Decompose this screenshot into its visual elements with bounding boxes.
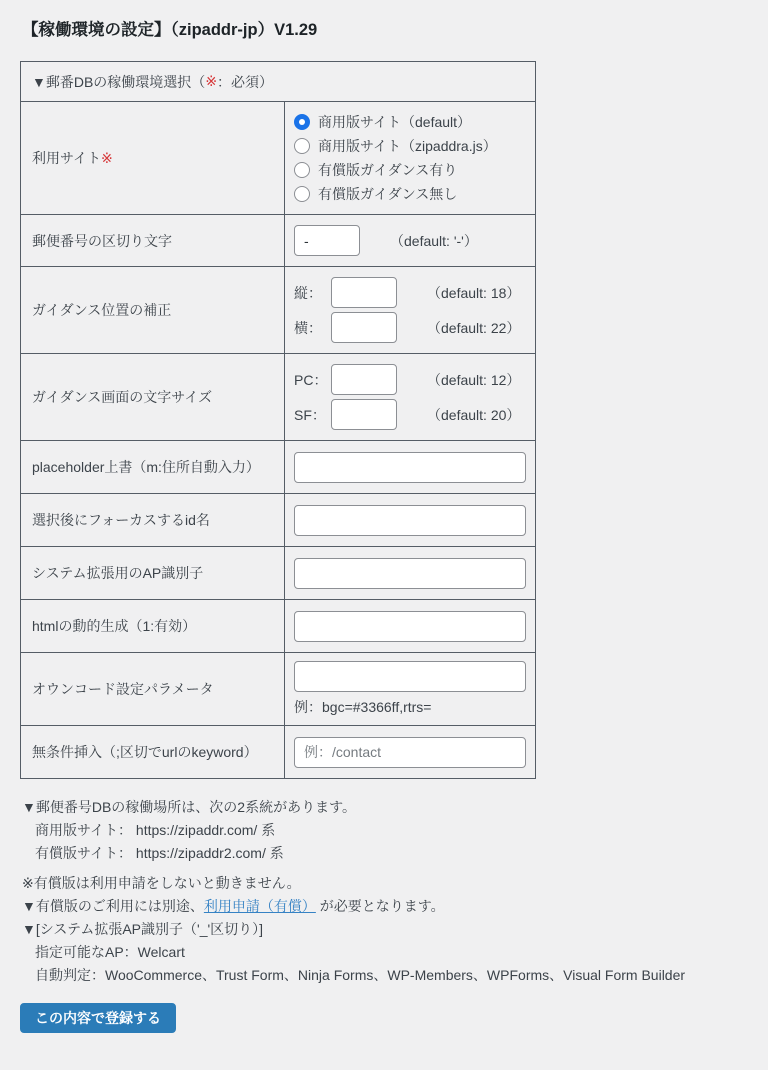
db-location-title: ▼郵便番号DBの稼働場所は、次の2系統があります。 (22, 799, 356, 815)
table-row-focus-id (21, 493, 535, 546)
horizontal-prefix: 横： (294, 319, 322, 336)
horizontal-default-note: （default: 22） (427, 319, 521, 336)
separator-label (21, 215, 285, 266)
paid-link-pre: ▼有償版のご利用には別途、 (22, 898, 204, 914)
separator-default-note: （default: '-'） (390, 232, 478, 249)
unconditional-input[interactable] (294, 737, 526, 768)
table-row-ap-identifier (21, 546, 535, 599)
sf-default-note: （default: 20） (427, 406, 521, 423)
pc-font-size-input[interactable] (331, 364, 397, 395)
html-dynamic-value (285, 600, 535, 652)
radio-button[interactable] (294, 114, 310, 130)
submit-button[interactable]: この内容で登録する (20, 1003, 176, 1033)
own-code-example: 例：bgc=#3366ff,rtrs= (294, 699, 432, 715)
radio-button[interactable] (294, 186, 310, 202)
guidance-font-label (21, 354, 285, 440)
ap-identifier-label-text: システム拡張用のAP識別子 (32, 565, 204, 581)
ap-identifier-value (285, 547, 535, 599)
radio-label: 商用版サイト（zipaddra.js） (318, 138, 497, 154)
radio-label: 商用版サイト（default） (318, 114, 472, 130)
table-row-own-code (21, 652, 535, 725)
radio-label: 有償版ガイダンス無し (318, 186, 458, 202)
guidance-position-value (285, 267, 535, 353)
radio-option-default[interactable] (294, 110, 526, 134)
radio-option-paid-guidance-off[interactable] (294, 182, 526, 206)
radio-button[interactable] (294, 162, 310, 178)
paid-link-post: が必要となります。 (315, 898, 445, 914)
focus-id-value (285, 494, 535, 546)
unconditional-value (285, 726, 535, 778)
pc-default-note: （default: 12） (427, 371, 521, 388)
ap-identifier-label (21, 547, 285, 599)
focus-id-label (21, 494, 285, 546)
separator-label-text: 郵便番号の区切り文字 (32, 232, 172, 249)
own-code-value (285, 653, 535, 725)
html-dynamic-input[interactable] (294, 611, 526, 642)
own-code-label (21, 653, 285, 725)
placeholder-override-value (285, 441, 535, 493)
own-code-label-text: オウンコード設定パラメータ (32, 681, 214, 697)
db-location-commercial: 商用版サイト： https://zipaddr.com/ 系 (35, 822, 276, 838)
pc-prefix: PC： (294, 371, 328, 388)
focus-id-input[interactable] (294, 505, 526, 536)
vertical-offset-input[interactable] (331, 277, 397, 308)
table-row-html-dynamic (21, 599, 535, 652)
table-header-text-after: ：必須） (217, 73, 274, 90)
paid-link-line (22, 895, 768, 918)
ap-specifiable: 指定可能なAP：Welcart (35, 944, 185, 960)
table-row-site (21, 101, 535, 214)
vertical-prefix: 縦： (294, 284, 322, 301)
placeholder-override-label (21, 441, 285, 493)
vertical-default-note: （default: 18） (427, 284, 521, 301)
table-header-text: ▼郵番DBの稼働環境選択（ (32, 73, 206, 90)
table-row-unconditional (21, 725, 535, 778)
ap-identifier-input[interactable] (294, 558, 526, 589)
required-mark: ※ (205, 73, 218, 89)
guidance-font-label-text: ガイダンス画面の文字サイズ (32, 389, 213, 405)
site-label (21, 102, 285, 214)
unconditional-label-text: 無条件挿入（;区切でurlのkeyword） (32, 744, 258, 760)
table-row-guidance-font (21, 353, 535, 440)
paid-warning: ※有償版は利用申請をしないと動きません。 (22, 875, 301, 891)
settings-table (20, 61, 536, 779)
radio-button[interactable] (294, 138, 310, 154)
radio-label: 有償版ガイダンス有り (318, 162, 458, 178)
separator-input[interactable] (294, 225, 360, 256)
horizontal-offset-input[interactable] (331, 312, 397, 343)
focus-id-label-text: 選択後にフォーカスするid名 (32, 512, 210, 528)
radio-option-paid-guidance-on[interactable] (294, 158, 526, 182)
table-row-separator (21, 214, 535, 266)
guidance-position-label (21, 267, 285, 353)
unconditional-label (21, 726, 285, 778)
sf-font-size-input[interactable] (331, 399, 397, 430)
ap-auto-detect: 自動判定：WooCommerce、Trust Form、Ninja Forms、WP-Members、WPForms、Visual Form Builder (35, 967, 686, 983)
html-dynamic-label-text: htmlの動的生成（1:有効） (32, 618, 197, 634)
site-label-text: 利用サイト (32, 150, 102, 166)
html-dynamic-label (21, 600, 285, 652)
table-header-row (21, 62, 535, 101)
table-row-guidance-position (21, 266, 535, 353)
required-mark: ※ (101, 150, 113, 166)
paid-application-link[interactable]: 利用申請（有償） (203, 898, 316, 914)
footnotes (22, 796, 768, 987)
db-location-paid: 有償版サイト： https://zipaddr2.com/ 系 (35, 845, 284, 861)
radio-option-zipaddra-js[interactable] (294, 134, 526, 158)
page-title: 【稼働環境の設定】（zipaddr-jp）V1.29 (22, 21, 318, 39)
own-code-input[interactable] (294, 661, 526, 692)
sf-prefix: SF： (294, 406, 326, 423)
placeholder-override-input[interactable] (294, 452, 526, 483)
separator-value (285, 215, 535, 266)
guidance-position-label-text: ガイダンス位置の補正 (32, 302, 172, 318)
guidance-font-value (285, 354, 535, 440)
placeholder-override-label-text: placeholder上書（m:住所自動入力） (32, 459, 260, 475)
table-header (21, 62, 535, 101)
ap-section-title: ▼[システム拡張AP識別子（'_'区切り）] (22, 921, 264, 937)
table-row-placeholder-override (21, 440, 535, 493)
site-options (285, 102, 535, 214)
